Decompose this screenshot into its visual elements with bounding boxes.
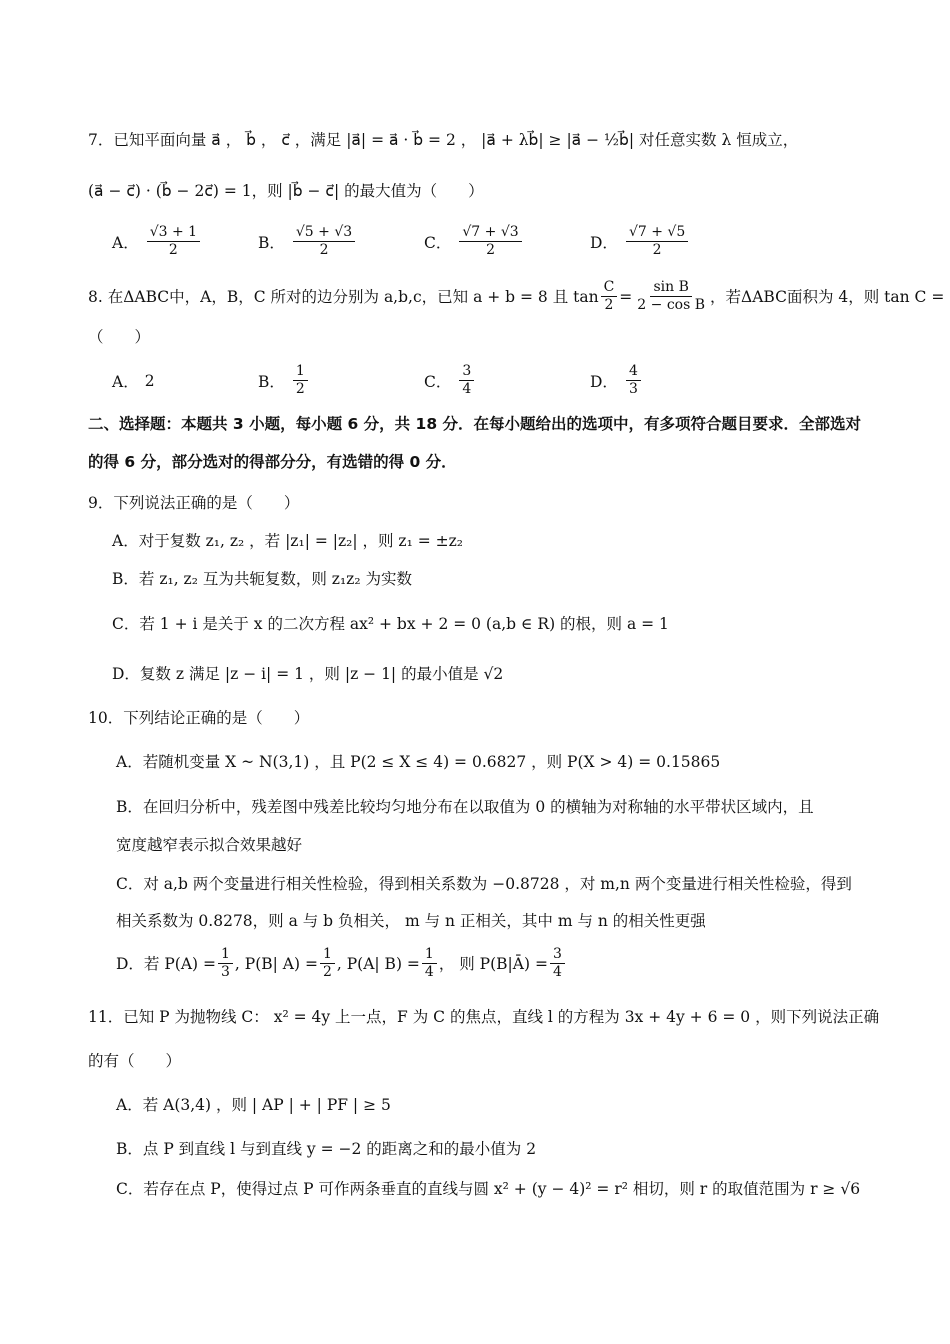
- fraction-numerator: 4: [626, 363, 641, 381]
- fraction-denominator: 4: [462, 381, 472, 397]
- fraction-numerator: sin B: [650, 279, 691, 297]
- q10-option-c-line1: C．对 a,b 两个变量进行相关性检验，得到相关系数为 −0.8728 ，对 m,n 两个变量进行相关性检验，得到: [116, 875, 852, 893]
- q8-fraction-sinb: [634, 279, 708, 314]
- fraction-numerator: √5 + √3: [293, 224, 355, 242]
- fraction-denominator: 2: [322, 964, 332, 980]
- q11-option-c: C．若存在点 P，使得过点 P 可作两条垂直的直线与圆 x² + (y − 4)² = r² 相切，则 r 的取值范围为 r ≥ √6: [116, 1180, 861, 1198]
- fraction-denominator: 2: [168, 242, 178, 258]
- option-fraction: [626, 224, 688, 259]
- q8-option-d: [590, 363, 756, 398]
- fraction-numerator: 3: [459, 363, 474, 381]
- fraction-denominator: 2: [319, 242, 329, 258]
- q10-d-text: D．若 P(A) =: [116, 954, 216, 973]
- option-fraction: [293, 224, 355, 259]
- option-letter: C．: [424, 372, 452, 391]
- q8-text-end: ，若ΔABC面积为 4，则 tan C =: [710, 287, 945, 306]
- q7-option-c: [424, 224, 590, 259]
- option-letter: A．: [112, 233, 139, 252]
- q8-options: [112, 363, 832, 398]
- fraction-denominator: 2: [652, 242, 662, 258]
- q8-line2: （ ）: [88, 328, 151, 346]
- q10-option-c-line2: 相关系数为 0.8278，则 a 与 b 负相关， m 与 n 正相关，其中 m 与 n 的相关性更强: [116, 912, 706, 930]
- q11-option-a: A．若 A(3,4) ，则 | AP | + | PF | ≥ 5: [116, 1096, 391, 1114]
- fraction-denominator: 2: [604, 297, 614, 313]
- q10-d-fraction-4: [550, 946, 565, 981]
- q8-option-a: [112, 363, 258, 398]
- option-letter: C．: [424, 233, 452, 252]
- q10-option-a: A．若随机变量 X ~ N(3,1) ，且 P(2 ≤ X ≤ 4) = 0.6827 ，则 P(X > 4) = 0.15865: [116, 753, 721, 771]
- option-letter: A．: [112, 372, 139, 391]
- q7-option-b: [258, 224, 424, 259]
- fraction-denominator: 4: [424, 964, 434, 980]
- q7-option-a: [112, 224, 258, 259]
- fraction-denominator: 3: [221, 964, 230, 980]
- q10-d-text: , P(B| A) =: [234, 954, 318, 973]
- q8-option-c: [424, 363, 590, 398]
- q10-option-b-line2: 宽度越窄表示拟合效果越好: [116, 836, 303, 854]
- section-2-heading: 二、选择题：本题共 3 小题，每小题 6 分，共 18 分．在每小题给出的选项中，有多项符合题目要求．全部选对的得 6 分，部分选对的得部分分，有选错的得 0 分．: [88, 415, 862, 471]
- fraction-numerator: √3 + 1: [147, 224, 200, 242]
- q10-option-d: [116, 946, 567, 981]
- fraction-denominator: 4: [552, 964, 562, 980]
- q7-options: [112, 224, 832, 259]
- fraction-numerator: C: [601, 279, 618, 297]
- option-value: 2: [144, 371, 155, 390]
- q10-d-fraction-3: [422, 946, 437, 981]
- q11-option-b: B．点 P 到直线 l 与到直线 y = −2 的距离之和的最小值为 2: [116, 1140, 537, 1158]
- q10-d-text: , P(A| B) =: [336, 954, 420, 973]
- option-fraction: [459, 363, 474, 398]
- option-letter: B．: [258, 372, 285, 391]
- q10-stem: 10．下列结论正确的是（ ）: [88, 709, 310, 727]
- q9-stem: 9．下列说法正确的是（ ）: [88, 494, 300, 512]
- fraction-numerator: 1: [422, 946, 437, 964]
- q8-option-b: [258, 363, 424, 398]
- fraction-denominator: 2: [486, 242, 495, 258]
- option-letter: B．: [258, 233, 285, 252]
- fraction-denominator: 3: [628, 381, 638, 397]
- option-fraction: [626, 363, 641, 398]
- q9-option-a: A．对于复数 z₁, z₂ ，若 |z₁| = |z₂| ，则 z₁ = ±z₂: [112, 532, 464, 550]
- q9-option-b: B．若 z₁, z₂ 互为共轭复数，则 z₁z₂ 为实数: [112, 570, 412, 588]
- fraction-numerator: 1: [320, 946, 335, 964]
- q7-line1: 7．已知平面向量 a⃗ ， b⃗ ， c⃗ ，满足 |a⃗| = a⃗ · b⃗ = 2 ， |a⃗ + λb⃗| ≥ |a⃗ − ½b⃗| 对任意实数 λ 恒成立，: [88, 131, 799, 149]
- q10-d-fraction-2: [320, 946, 335, 981]
- q9-option-c: C．若 1 + i 是关于 x 的二次方程 ax² + bx + 2 = 0 (a,b ∈ R) 的根，则 a = 1: [112, 615, 669, 633]
- q10-d-fraction-1: [218, 946, 233, 981]
- fraction-numerator: 1: [218, 946, 233, 964]
- q9-option-d: D．复数 z 满足 |z − i| = 1 ，则 |z − 1| 的最小值是 √2: [112, 665, 504, 683]
- option-letter: D．: [590, 372, 618, 391]
- fraction-numerator: √7 + √5: [626, 224, 688, 242]
- q11-line2: 的有（ ）: [88, 1052, 182, 1070]
- q8-text-start: 8. 在ΔABC中，A，B，C 所对的边分别为 a,b,c，已知 a + b = 8 且 tan: [88, 287, 599, 306]
- option-fraction: [147, 224, 200, 259]
- fraction-denominator: 2: [295, 381, 305, 397]
- q10-d-text: ， 则 P(B|Ā) =: [438, 954, 548, 973]
- q11-line1: 11．已知 P 为抛物线 C： x² = 4y 上一点，F 为 C 的焦点，直线 l 的方程为 3x + 4y + 6 = 0 ，则下列说法正确: [88, 1008, 880, 1026]
- q7-option-d: [590, 224, 756, 259]
- option-fraction: [459, 224, 521, 259]
- q8-line1: [88, 279, 944, 314]
- q10-option-b-line1: B．在回归分析中，残差图中残差比较均匀地分布在以取值为 0 的横轴为对称轴的水平带状区域内，且: [116, 798, 814, 816]
- q7-line2: (a⃗ − c⃗) · (b⃗ − 2c⃗) = 1，则 |b⃗ − c⃗| 的最大值为（ ）: [88, 182, 484, 200]
- option-fraction: [293, 363, 308, 398]
- q8-fraction-c-over-2: [601, 279, 618, 314]
- fraction-numerator: 1: [293, 363, 308, 381]
- fraction-numerator: √7 + √3: [459, 224, 521, 242]
- option-letter: D．: [590, 233, 618, 252]
- equals-sign: =: [619, 287, 633, 306]
- fraction-denominator: 2 − cos B: [637, 297, 706, 313]
- fraction-numerator: 3: [550, 946, 565, 964]
